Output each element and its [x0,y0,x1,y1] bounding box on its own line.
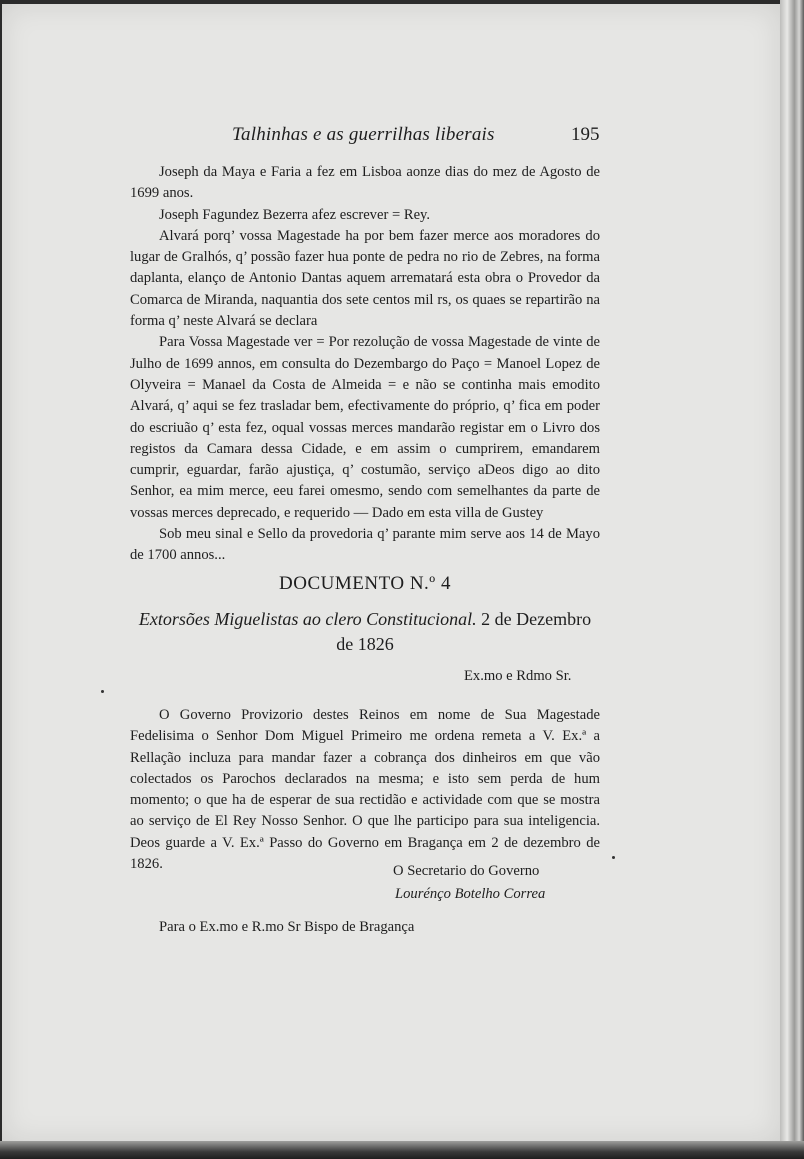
paper-speck [101,690,104,693]
paragraph: Alvará porq’ vossa Magestade ha por bem fazer merce aos moradores do lugar de Gralhós, q’ possão fazer hua ponte de pedra no rio de Zebres, na forma daplanta, elanço de Antonio Dantas aquem arrematará esta obra o Provedor da Comarca de Miranda, naquantia dos sete centos mil rs, os quaes se repartirão na forma q’ neste Alvará se declara [130,227,600,330]
page-bottom-edge [0,1141,804,1159]
body-text [130,162,600,567]
letter-paragraph: O Governo Provizorio destes Reinos em nome de Sua Magestade Fedelisima o Senhor Dom Miguel Primeiro me ordena remeta a V. Ex.ª a Rellação incluza para mandar fazer a cobrança dos dinheiros em que vão colectados os Parochos declarados na mesma; e isto sem perda de hum momento; o que ha de esperar de sua rectidão e actividade com que se mostra ao serviço de El Rey Nosso Senhor. O que lhe participo para sua inteligencia. Deos guarde a V. Ex.ª Passo do Governo em Bragança em 2 de dezembro de 1826. [130,707,600,873]
paragraph: Joseph Fagundez Bezerra afez escrever = Rey. [159,206,431,223]
subtitle-italic: Extorsões Miguelistas ao clero Constitucional. [138,609,477,629]
document-title: DOCUMENTO N.º 4 [279,573,451,594]
page-number: 195 [571,124,600,145]
addressee: Para o Ex.mo e R.mo Sr Bispo de Bragança [159,919,415,935]
document-subtitle [130,607,600,657]
page-edge [780,0,804,1159]
paragraph: Para Vossa Magestade ver = Por rezolução de vossa Magestade de vinte de Julho de 1699 annos, em consulta do Dezembargo do Paço = Manoel Lopez de Olyveira = Manael da Costa de Almeida = e não se continha mais emodito Alvará, q’ aqui se fez trasladar bem, efectivamente do próprio, q’ fica em poder do escriuão q’ esta fez, oqual vossas merces mandarão registar em o Livro dos registos da Camara dessa Cidade, e em assim o cumprirem, emandarem cumprir, eguardar, farão ajustiça, q’ costumão, serviço aDeos digo ao dito Senhor, ea mim merce, eeu farei omesmo, sendo com semelhantes da parte de vossas merces deprecado, e requerido — Dado em esta villa de Gustey [130,334,600,521]
subtitle-date: 2 de Dezembro de 1826 [336,609,592,654]
paragraph: Sob meu sinal e Sello da provedoria q’ parante mim serve aos 14 de Mayo de 1700 annos... [130,526,600,564]
signatory-role: O Secretario do Governo [393,863,540,879]
letter-body [130,705,600,875]
paragraph: Joseph da Maya e Faria a fez em Lisboa aonze dias do mez de Agosto de 1699 anos. [130,164,600,202]
salutation: Ex.mo e Rdmo Sr. [464,668,572,684]
running-title: Talhinhas e as guerrilhas liberais [232,124,495,145]
paper-speck [612,856,615,859]
signatory-name: Lourénço Botelho Correa [395,886,546,902]
